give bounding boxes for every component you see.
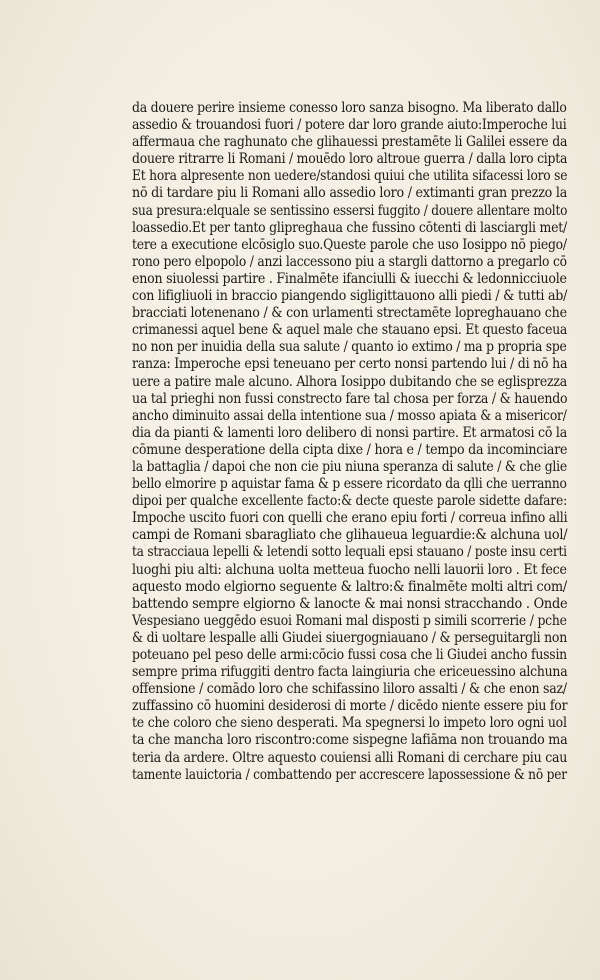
text-line: enon siuolessi partire . Finalmēte ifanciulli & iuecchi & ledonnicciuole	[132, 270, 567, 287]
text-line: affermaua che raghunato che glihauessi prestamēte li Galilei essere da	[132, 134, 568, 151]
text-line: tamente lauictoria / combattendo per accrescere lapossessione & nō per	[132, 766, 567, 783]
text-line: aquesto modo elgiorno seguente & laltro:& finalmēte molti altri com/	[132, 578, 567, 595]
text-line: Impoche uscito fuori con quelli che erano epiu forti / correua infino alli	[132, 510, 568, 527]
text-line: te che coloro che sieno desperati. Ma spegnersi lo impeto loro ogni uol	[132, 715, 567, 732]
text-line: nō di tardare piu li Romani allo assedio loro / extimanti gran prezzo la	[132, 185, 568, 202]
text-line: dia da pianti & lamenti loro delibero di nonsi partire. Et armatosi cō la	[132, 424, 567, 441]
text-line: bello elmorire p aquistar fama & p essere ricordato da qlli che uerranno	[132, 476, 567, 493]
text-line: tere a executione elcōsiglo suo.Queste parole che uso Iosippo nō piego/	[132, 236, 567, 253]
text-line: luoghi piu alti: alchuna uolta metteua fuocho nelli lauorii loro . Et fece	[132, 561, 567, 578]
text-line: battendo sempre elgiorno & lanocte & mai nonsi stracchando . Onde	[132, 595, 568, 612]
text-line: Vespesiano ueggēdo esuoi Romani mal disposti p simili scorrerie / pche	[132, 612, 567, 629]
text-line: ranza: Imperoche epsi teneuano per certo nonsi partendo lui / di nō ha	[132, 356, 568, 373]
text-line: uere a patire male alcuno. Alhora Iosippo dubitando che se eglisprezza	[132, 373, 567, 390]
text-line: con lifigliuoli in braccio piangendo sigligittauono alli piedi / & tutti ab/	[132, 288, 568, 305]
text-line: teria da ardere. Oltre aquesto couiensi alli Romani di cerchare piu cau	[132, 749, 568, 766]
text-line: rono pero elpopolo / anzi laccessono piu a stargli dattorno a pregarlo cō	[132, 253, 567, 270]
text-line: & di uoltare lespalle alli Giudei siuergogniauano / & perseguitargli non	[132, 629, 567, 646]
text-line: cōmune desperatione della cipta dixe / hora e / tempo da incominciare	[132, 441, 568, 458]
text-line: la battaglia / dapoi che non cie piu niuna speranza di salute / & che glie	[132, 458, 567, 475]
text-line: zuffassino cō huomini desiderosi di morte / dicēdo niente essere piu for	[132, 698, 568, 715]
text-line: loassedio.Et per tanto glipreghaua che fussino cōtenti di lasciargli met/	[132, 219, 567, 236]
text-line: assedio & trouandosi fuori / potere dar loro grande aiuto:Imperoche lui	[132, 117, 567, 134]
text-line: ua tal prieghi non fussi constrecto fare tal chosa per forza / & hauendo	[132, 390, 568, 407]
text-line: crimanessi aquel bene & aquel male che stauano epsi. Et questo faceua	[132, 322, 568, 339]
text-line: Et hora alpresente non uedere/standosi quiui che utilita sifacessi loro se	[132, 168, 568, 185]
text-line: sua presura:elquale se sentissino essersi fuggito / douere allentare molto	[132, 202, 568, 219]
text-line: no non per inuidia della sua salute / quanto io extimo / ma p propria spe	[132, 339, 567, 356]
text-line: campi de Romani sbaragliato che glihaueua leguardie:& alchuna uol/	[132, 527, 568, 544]
text-line: sempre prima rifuggiti dentro facta laingiuria che ericeuessino alchuna	[132, 664, 568, 681]
text-line: ta stracciaua lepelli & letendi sotto lequali epsi stauano / poste insu certi	[132, 544, 567, 561]
text-line: da douere perire insieme conesso loro sanza bisogno. Ma liberato dallo	[132, 100, 567, 116]
text-line: poteuano pel peso delle armi:cōcio fussi cosa che li Giudei ancho fussin	[132, 647, 567, 663]
text-line: offensione / comādo loro che schifassino liloro assalti / & che enon saz/	[132, 681, 567, 698]
text-line: ancho diminuito assai della intentione sua / mosso apiata & a misericor/	[132, 407, 567, 424]
text-line: dipoi per qualche excellente facto:& decte queste parole sidette dafare:	[132, 493, 568, 510]
text-line: douere ritrarre li Romani / mouēdo loro altroue guerra / dalla loro cipta	[132, 151, 568, 168]
text-line: bracciati lotenenano / & con urlamenti strectamēte lopreghauano che	[132, 305, 567, 322]
text-line: ta che mancha loro riscontro:come sispegne lafiāma non trouando ma	[132, 732, 568, 749]
text-block	[132, 100, 567, 784]
